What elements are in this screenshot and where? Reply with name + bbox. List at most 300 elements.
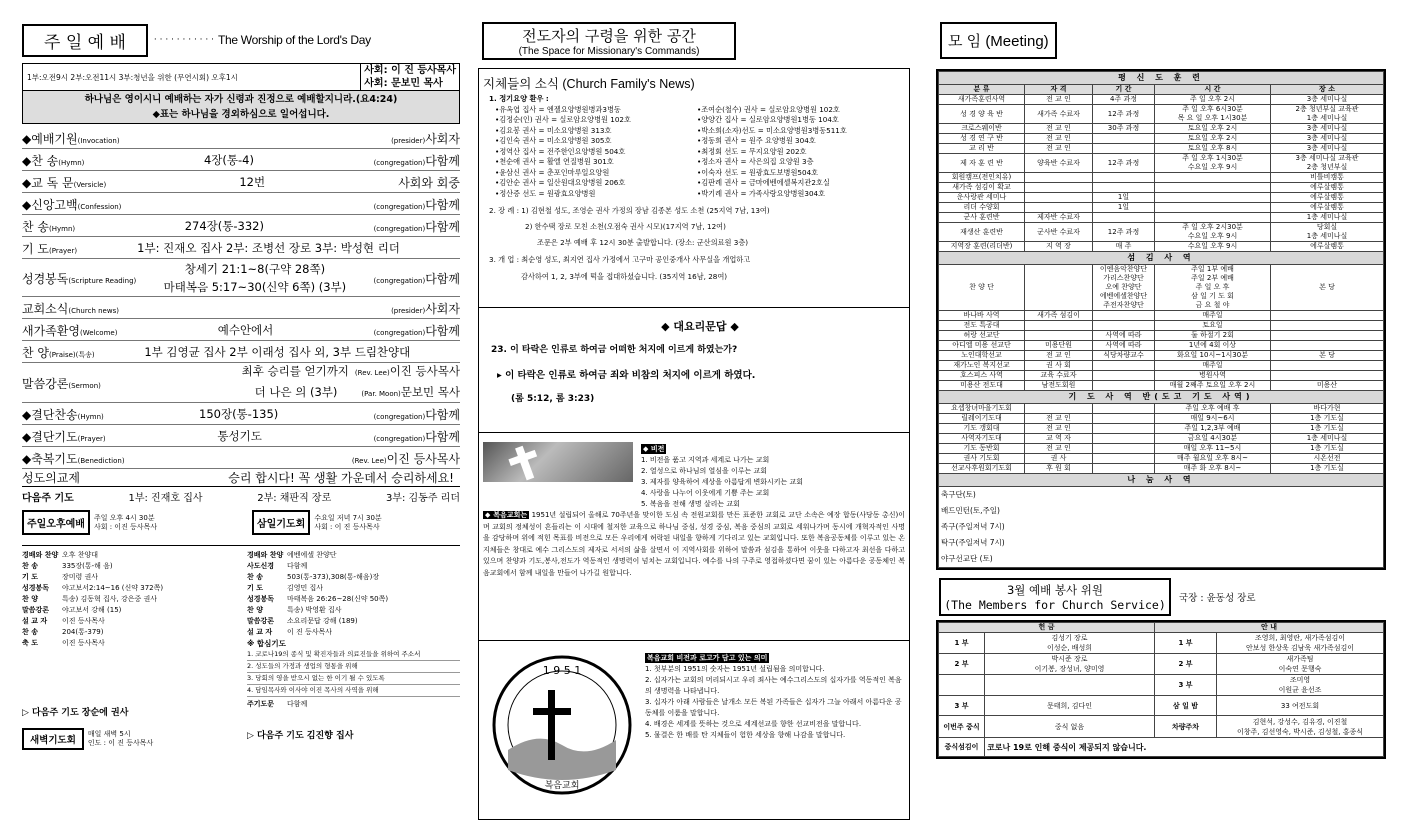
members-cell: 33 여전도회: [1217, 696, 1384, 716]
patient-row: [495, 178, 899, 189]
logo-meaning-list: [645, 664, 905, 741]
meeting-cell: 1층 기도실: [1271, 424, 1384, 434]
meeting-cell: 화요일 10시~1시30분: [1155, 351, 1271, 361]
meeting-cell: 사역에 따라: [1093, 331, 1155, 341]
patient-entry: •윤삼신 권사 = 춘포인마루일요양원: [495, 167, 610, 177]
patient-row: [495, 136, 899, 147]
order-item-leader: [374, 150, 460, 169]
vision-title: ◆ 비전: [643, 445, 665, 453]
patient-entry: •김판례 권사 = 금마에벤에셀복지관2호실: [697, 178, 830, 187]
meeting-cell: [1025, 265, 1093, 311]
meeting-cell: [1093, 321, 1155, 331]
meeting-cell: 주일 1부 예배 주일 2부 예배 주 일 오 후 삼 일 기 도 회 금 요 철 야: [1155, 265, 1271, 311]
order-row: [22, 403, 460, 425]
section-header: 평 신 도 훈 련: [939, 72, 1384, 85]
fellowship-text: 승리 합시다! 꼭 생활 가운데서 승리하세요!: [228, 471, 454, 485]
meeting-cell: [1093, 464, 1155, 474]
meeting-cell: 후 원 회: [1025, 464, 1093, 474]
order-item-content: 1부: 진재오 집사 2부: 조병선 장로 3부: 박성현 리더: [137, 240, 400, 255]
meeting-cell: 에루살렘통: [1271, 242, 1384, 252]
meeting-cell: [1093, 454, 1155, 464]
wednesday-host: 사회 : 이 진 등사목사: [314, 522, 380, 531]
patient-entry: •양양간 집사 = 실로암요양병원1병동 104호: [697, 115, 839, 124]
meeting-cell: 12주 과정: [1093, 154, 1155, 173]
meeting-cell: [1271, 331, 1384, 341]
service-row: [939, 361, 1384, 371]
order-row: [22, 215, 460, 237]
patient-row: [495, 126, 899, 137]
training-row: [939, 154, 1384, 173]
catechism-question: 23. 이 타락은 인류로 하여금 어떠한 처지에 이르게 하였는가?: [491, 345, 738, 355]
meeting-cell: 허랑 선교단: [939, 331, 1025, 341]
vision-item: 5. 복음을 전해 생명 살리는 교회: [641, 500, 740, 508]
section-header-row: [939, 474, 1384, 487]
mission-subtitle: (The Space for Missionary's Commands): [518, 46, 700, 57]
news-title: 지체들의 소식 (Church Family's News): [483, 77, 695, 91]
order-row: [22, 149, 460, 171]
cross-icon: [483, 442, 633, 482]
meeting-cell: 새가족 섬김이 확교: [939, 183, 1025, 193]
meeting-cell: 비틀비캠통: [1271, 173, 1384, 183]
order-item-content: 274장(통-332): [184, 218, 264, 233]
meeting-cell: 전 교 인: [1025, 144, 1093, 154]
service-order-label: 경배와 찬양: [22, 551, 59, 559]
order-item-leader: [374, 426, 460, 445]
meeting-cell: 기도 갱회대: [939, 424, 1025, 434]
meeting-cell: 노인대학선교: [939, 351, 1025, 361]
next-wednesday-prayer: ▷ 다음주 기도 김진향 집사: [247, 731, 354, 741]
meeting-cell: 매주 화 오후 8시~: [1155, 464, 1271, 474]
service-order-row: [22, 550, 237, 561]
order-item-who: 사회와 회중: [398, 176, 460, 190]
service-order-label: 성경봉독: [247, 595, 275, 603]
order-item-who: 사회자: [425, 302, 460, 316]
service-order-row: [22, 561, 237, 572]
sermon-title-1: 최후 승리를 얻기까지: [241, 363, 349, 378]
news-patients-label: 1. 정기요양 환우 :: [489, 94, 549, 103]
order-item-who: 다함께: [425, 220, 460, 234]
training-row: [939, 95, 1384, 105]
meeting-cell: 바나바 사역: [939, 311, 1025, 321]
worship-title: 주 일 예 배: [22, 24, 148, 57]
sermon-preacher-1: 이진 등사목사: [389, 363, 460, 378]
order-item: [22, 342, 95, 361]
reading-label: 성경봉독: [22, 272, 69, 286]
vision-item: 4. 사랑을 나누어 이웃에게 기쁨 주는 교회: [641, 489, 770, 497]
service-order-row: [22, 627, 237, 638]
service-order-value: 특송) 김동혁 집사, 강은중 권사: [62, 595, 158, 603]
patient-entry: •정산증 선도 = 원광효요양병원: [495, 188, 596, 198]
members-cell: 김성기 장로 이성순, 배성희: [985, 633, 1155, 654]
order-item-leader: [374, 216, 460, 235]
service-order-row: [247, 583, 460, 594]
patient-entry: •조여순(철수) 권사 = 실로암요양병원 102호: [697, 104, 840, 114]
order-item-leader: [352, 448, 460, 467]
meeting-cell: [1155, 173, 1271, 183]
meeting-cell: 양육반 수료자: [1025, 154, 1093, 173]
service-order-value: 장미령 권사: [62, 573, 99, 581]
members-header-row: [939, 623, 1384, 633]
meeting-cell: [1271, 311, 1384, 321]
service-order-label: 말씀강론: [22, 606, 50, 614]
order-item-role: (congregation): [373, 329, 426, 337]
lords-prayer-who: 다함께: [287, 700, 308, 708]
meeting-cell: 3층 세미나실: [1271, 134, 1384, 144]
order-item-content: 4장(통-4): [203, 152, 254, 167]
section-header: 나 눔 사 역: [939, 474, 1384, 487]
service-order-value: 야고보서 강해 (15): [62, 606, 122, 614]
meeting-cell: [1271, 341, 1384, 351]
news-opening-2: 감사하여 1, 2, 3부에 떡을 접대하셨습니다. (35지역 16남, 28여): [521, 272, 728, 281]
meeting-cell: 운사랑관 세미나: [939, 193, 1025, 203]
members-row: [939, 696, 1384, 716]
order-item-name-en: (Hymn): [77, 413, 104, 421]
training-row: [939, 213, 1384, 223]
meeting-cell: 전 교 인: [1025, 95, 1093, 105]
next-prayer-2: 2부: 채판직 장로: [257, 493, 332, 504]
meeting-cell: 3층 세미나실: [1271, 144, 1384, 154]
logo-meaning-item: 4. 배경은 세계를 뜻하는 것으로 세계선교를 향한 선교비전을 말합니다.: [645, 720, 862, 728]
meeting-cell: 리더 수양회: [939, 203, 1025, 213]
dawn-prayer-title: 새벽기도회: [22, 728, 84, 750]
sharing-row: [939, 487, 1384, 568]
prayer-row: [939, 424, 1384, 434]
meeting-cell: 주일 오후 예배 후: [1155, 404, 1271, 414]
afternoon-order: [22, 550, 237, 649]
meeting-cell: [1093, 444, 1155, 454]
members-cell: 차량주차: [1155, 716, 1217, 738]
service-order-row: [247, 594, 460, 605]
order-item-name-en: (Invocation): [77, 137, 120, 145]
meeting-cell: [1093, 134, 1155, 144]
afternoon-host: 사회 : 이진 등사목사: [93, 522, 158, 531]
meeting-cell: [1025, 183, 1093, 193]
members-cell: 새가족팀 이숙연 문행숙: [1217, 654, 1384, 675]
meeting-cell: 전 교 인: [1025, 414, 1093, 424]
service-row: [939, 371, 1384, 381]
service-order-value: 이진 등사목사: [62, 639, 105, 647]
members-header-cell: 헌 금: [939, 623, 1155, 633]
service-order-value: 마태복음 26:26~28(신약 50쪽): [287, 595, 389, 603]
order-item: [22, 298, 119, 317]
patient-entry: •정동희 권사 = 원주 요양병원 304호: [697, 136, 816, 145]
order-item-name-en: (Versicle): [73, 181, 107, 189]
afternoon-service-title: 주일오후예배: [22, 510, 90, 535]
order-item-content: 예수안에서: [217, 322, 274, 337]
title-dots: · · · · · · · · · · ·: [153, 35, 214, 45]
meeting-cell: 권 사 회: [1025, 361, 1093, 371]
members-subtitle: (The Members for Church Service): [944, 598, 1166, 612]
service-order-value: 503(통-373),308(통-해음)장: [287, 573, 380, 581]
logo-meaning-item: 1. 첫부분의 1951의 숫자는 1951년 설립됨을 의미합니다.: [645, 665, 825, 673]
meeting-header-cell: 시 간: [1155, 85, 1271, 95]
sermon-preacher-2: 문보민 목사: [400, 384, 460, 399]
reading-who: 다함께: [425, 272, 460, 286]
logo-meaning-title: 복음교회 비전과 로고가 담고 있는 의미: [647, 654, 768, 662]
patient-row: [495, 168, 899, 179]
meeting-cell: 교육 수료자: [1025, 371, 1093, 381]
meeting-cell: 아디엘 미용 선교단: [939, 341, 1025, 351]
meeting-cell: [1025, 173, 1093, 183]
order-item-name: ◆찬 송: [22, 154, 59, 168]
members-cell: [939, 675, 985, 696]
meeting-cell: 호스피스 사역: [939, 371, 1025, 381]
meeting-cell: 찬 양 단: [939, 265, 1025, 311]
meeting-cell: [1025, 331, 1093, 341]
patient-entry: •김요봉 권사 = 미소요양병원 313호: [495, 125, 612, 135]
meeting-cell: 주 일 오후 6시30분 목 요 일 오후 1시30분: [1155, 105, 1271, 124]
service-row: [939, 321, 1384, 331]
news-funeral-3: 조문은 2부 예배 후 12시 30분 출발합니다. (장소: 군산의료원 3층): [537, 238, 749, 247]
patient-entry: •천순애 권사 = 활엘 연질병원 301호: [495, 157, 614, 166]
order-item-name: 교회소식: [22, 302, 69, 316]
meeting-cell: 주 일 오후 1시30분 수요일 오후 9시: [1155, 154, 1271, 173]
order-item: [22, 448, 125, 467]
meeting-cell: 지 역 장: [1025, 242, 1093, 252]
training-row: [939, 134, 1384, 144]
order-item-content: 12번: [239, 174, 266, 189]
order-item-name-en: (Confession): [77, 203, 122, 211]
order-row: [22, 447, 460, 469]
worship-title-en: The Worship of the Lord's Day: [217, 33, 371, 47]
service-order-label: 설 교 자: [22, 617, 48, 625]
notice-label: 중식섬김이: [939, 738, 985, 757]
meeting-cell: 식당차량교수: [1093, 351, 1155, 361]
worship-verse: 하나님은 영이시니 예배하는 자가 신령과 진정으로 예배할지니라.(요4:24): [84, 94, 398, 105]
service-order-label: 말씀강론: [247, 617, 275, 625]
meeting-cell: 매일 오후 11~5시: [1155, 444, 1271, 454]
patient-entry: •최정회 선도 = 무지요양원 202호: [697, 146, 807, 156]
order-item-name-en: (Church news): [68, 307, 119, 315]
service-order-label: 찬 송: [247, 573, 263, 581]
vision-item: 3. 제자를 양육하여 세상을 아름답게 변화시키는 교회: [641, 478, 804, 486]
patient-entry: •정소자 권사 = 사은의집 요양원 3층: [697, 157, 814, 166]
meeting-cell: 주일 1,2,3부 예배: [1155, 424, 1271, 434]
meeting-cell: 12주 과정: [1093, 105, 1155, 124]
meeting-cell: [1025, 193, 1093, 203]
service-order-row: [247, 605, 460, 616]
meeting-cell: 금요일 4시30분: [1155, 434, 1271, 444]
meeting-header-cell: 자 격: [1025, 85, 1093, 95]
training-row: [939, 223, 1384, 242]
meeting-cell: 전 교 인: [1025, 444, 1093, 454]
service-order-value: 에벤에셀 찬양단: [287, 551, 337, 559]
order-item-role: (congregation): [373, 413, 426, 421]
vision-item: 1. 비전을 품고 지역과 세계로 나가는 교회: [641, 456, 770, 464]
service-order-row: [22, 572, 237, 583]
meeting-cell: 병원사역: [1155, 371, 1271, 381]
patient-row: [495, 147, 899, 158]
meeting-cell: 권 사: [1025, 454, 1093, 464]
prayer-row: [939, 404, 1384, 414]
next-prayer-3: 3부: 김동주 리더: [385, 493, 460, 504]
reading-old: 창세기 21:1~8(구약 28쪽): [184, 261, 326, 276]
joint-prayer-title: ※ 합심기도: [247, 639, 286, 648]
service-order-label: 기 도: [22, 573, 38, 581]
meeting-cell: [1025, 321, 1093, 331]
meeting-cell: 전 교 인: [1025, 424, 1093, 434]
service-order-label: 기 도: [247, 584, 263, 592]
order-item-name-en: (Prayer): [77, 435, 106, 443]
meeting-cell: [1093, 404, 1155, 414]
order-item-role: (congregation): [373, 203, 426, 211]
service-row: [939, 351, 1384, 361]
service-order-value: 야고보서2:14~16 (신약 372쪽): [62, 584, 164, 592]
order-item-name: ◆축복기도: [22, 452, 78, 466]
service-order-label: 찬 양: [22, 595, 38, 603]
service-order-row: [247, 561, 460, 572]
catechism-title: ◆ 대요리문답 ◆: [661, 320, 739, 333]
section-header: 섬 김 사 역: [939, 252, 1384, 265]
meeting-cell: 재생산 훈련반: [939, 223, 1025, 242]
order-item-name: 찬 송: [22, 220, 49, 234]
prayer-row: [939, 414, 1384, 424]
patient-entry: •이숙자 선도 = 원광효도보병원504호: [697, 167, 819, 177]
meeting-cell: 1년에 4회 이상: [1155, 341, 1271, 351]
training-row: [939, 183, 1384, 193]
section-header: 기 도 사 역 반(도고 기도 사역): [939, 391, 1384, 404]
standing-note: ◆표는 하나님을 경외하심으로 일어섭니다.: [152, 109, 330, 120]
sermon-title-2: 더 나은 의 (3부): [254, 384, 338, 399]
fellowship-label: 성도의교제: [22, 471, 80, 485]
prayer-row: [939, 434, 1384, 444]
service-order-row: [22, 616, 237, 627]
training-row: [939, 193, 1384, 203]
patient-entry: •박기례 권사 = 가족사랑요양병원304호: [697, 188, 826, 198]
meeting-cell: 전 교 인: [1025, 134, 1093, 144]
service-order-label: 찬 송: [22, 562, 38, 570]
service-order-value: 오후 찬양대: [62, 551, 99, 559]
members-cell: 이번주 중식: [939, 716, 985, 738]
order-item-name-en: (Hymn): [58, 159, 85, 167]
service-order-label: 축 도: [22, 639, 38, 647]
meeting-cell: 요셉창녀마을기도회: [939, 404, 1025, 414]
sermon-role-2: (Par. Moon): [361, 389, 401, 398]
order-item-role: (congregation): [373, 435, 426, 443]
lords-prayer-label: 주기도문: [247, 700, 275, 708]
training-row: [939, 144, 1384, 154]
meeting-cell: 성 경 연 구 반: [939, 134, 1025, 144]
sharing-text: 축구단(토) 배드민턴(토,주일) 족구(주일저녁 7시) 탁구(주일저녁 7시) 야구선교단 (토): [939, 487, 1384, 568]
members-header-cell: 안 내: [1155, 623, 1384, 633]
meeting-cell: 새가족 수료자: [1025, 105, 1093, 124]
section-header-row: [939, 252, 1384, 265]
order-item-who: 다함께: [425, 430, 460, 444]
meeting-header-cell: 기 간: [1093, 85, 1155, 95]
order-row: [22, 319, 460, 341]
service-order-value: 335장(통-해 음): [62, 562, 113, 570]
service-order-label: 설 교 자: [247, 628, 273, 636]
order-item: [22, 194, 121, 213]
order-item-role: (congregation): [373, 159, 426, 167]
meeting-header-cell: 장 소: [1271, 85, 1384, 95]
service-order-row: [22, 594, 237, 605]
order-row: [22, 297, 460, 319]
meeting-cell: 교 리 반: [939, 144, 1025, 154]
sermon-label-en: (Sermon): [68, 382, 101, 390]
meeting-cell: 기도 동반회: [939, 444, 1025, 454]
meeting-cell: [1025, 203, 1093, 213]
meeting-cell: 전 교 인: [1025, 351, 1093, 361]
training-row: [939, 203, 1384, 213]
meeting-cell: 군사반 수료자: [1025, 223, 1093, 242]
joint-prayer-item: 3. 당회의 영을 받으시 없는 한 이기 될 수 있도록: [247, 673, 460, 685]
mission-title: 전도자의 구령을 위한 공간: [522, 27, 696, 45]
logo-meaning-item: 3. 십자가 아래 사람들은 날개소 모든 복된 가족들은 십자가 그늘 아래서 아름다운 공동체를 이룸을 말합니다.: [645, 698, 902, 717]
members-cell: 조영희, 최영란, 새가족섬김이 안보성 한상욱 김남욱 새가족섬김이: [1217, 633, 1384, 654]
intro-text: 1951년 설립되어 올해로 70주년을 맞이한 도심 속 전원교회를 만든 표준한 교회로 교단 소속은 예장 합동(사당동 총신)이며 교회의 정체성이 흔들리는 이 시대에 철저한 교육으로 하나님 중심, 성경 중심, 복음 중심의 교회로 세워나가며 동시에 개혁자적인 사명을 감당하며 위에 적힌 목표를 비전으로 모든 우리에게 허락된 내일을 향하게 기다리고 있는 교회입니다. 또한 복음공동체를 이루고 있는 온 지체들은 창대로 예수 그리스도의 제자로 서서의 삶을 살면서 이 지역사회를 위하여 말씀과 섬김을 통하여 이웃을 다하고자 최선을 다하고 있으며 찬양과 기도,봉사,전도가 역동적인 생명력이 넘치는 교회입니다. 예수를 나의 구주로 영접하셨다면 꿈이 있는 아름다운 공동체인 복음교회에서 함께 내일을 만들어 나가길 원합니다.: [483, 511, 905, 577]
meeting-cell: 토요일 오후 8시: [1155, 144, 1271, 154]
service-row: [939, 331, 1384, 341]
members-cell: 박시준 장로 이기봉, 장성녀, 양미영: [985, 654, 1155, 675]
service-order-value: 다함께: [287, 562, 308, 570]
order-item-leader: [374, 194, 460, 213]
order-row: [22, 193, 460, 215]
order-item-leader: [374, 320, 460, 339]
meeting-cell: 에루살렘통: [1271, 203, 1384, 213]
order-item-name: ◆교 독 문: [22, 176, 74, 190]
meeting-cell: [1093, 311, 1155, 321]
meeting-cell: 주 일 오후 2시30분 수요일 오후 9시: [1155, 223, 1271, 242]
meeting-cell: 토요일: [1155, 321, 1271, 331]
meeting-cell: 매주일: [1155, 361, 1271, 371]
service-order-label: 사도신경: [247, 562, 275, 570]
service-order-row: [247, 627, 460, 638]
order-item-name-en: (Praise)(특송): [49, 351, 95, 359]
service-times: 1부:오전9시 2부:오전11시 3부:청년을 위한 (무연시회) 오후1시: [27, 72, 238, 82]
order-item-who: 다함께: [425, 154, 460, 168]
wednesday-service-title: 삼일기도회: [252, 510, 310, 535]
order-row: [22, 127, 460, 149]
patients-list: [489, 105, 899, 200]
patient-entry: •정역산 집사 = 전주한인요양병원 504호: [495, 146, 626, 156]
service-order-row: [22, 583, 237, 594]
service-order-value: 이진 등사목사: [62, 617, 105, 625]
meeting-cell: 1일: [1093, 193, 1155, 203]
meeting-cell: [1093, 424, 1155, 434]
service-order-value: 김영민 집사: [287, 584, 324, 592]
meeting-cell: 회원캠프(전인치유): [939, 173, 1025, 183]
patient-entry: •김안순 권사 = 일산원대요양병원 206호: [495, 178, 626, 187]
meeting-cell: 제자반 수료자: [1025, 213, 1093, 223]
order-item-name: 기 도: [22, 242, 49, 256]
order-item: [22, 426, 106, 445]
meeting-cell: [1093, 213, 1155, 223]
prayer-row: [939, 454, 1384, 464]
service-order-row: [247, 550, 460, 561]
training-row: [939, 105, 1384, 124]
order-item: [22, 128, 120, 147]
members-cell: 문태희, 김다인: [985, 696, 1155, 716]
order-item-name-en: (Hymn): [49, 225, 76, 233]
service-order-value: 이 진 등사목사: [287, 628, 333, 636]
members-title: 3월 예배 봉사 위원: [1006, 583, 1104, 597]
order-item-role: (Rev. Lee): [351, 457, 387, 465]
order-item-content: 1부 김영균 집사 2부 이래성 집사 외, 3부 드림찬양대: [144, 344, 411, 359]
meeting-cell: 매월 2째주 토요일 오후 2시: [1155, 381, 1271, 391]
meeting-cell: 교 역 자: [1025, 434, 1093, 444]
meeting-cell: 1층 기도실: [1271, 464, 1384, 474]
service-order-label: 성경봉독: [22, 584, 50, 592]
meeting-cell: 2층 청년부실 교육관 1층 세미나실: [1271, 105, 1384, 124]
service-order-row: [22, 605, 237, 616]
section-header-row: [939, 72, 1384, 85]
members-table: [938, 622, 1384, 757]
next-afternoon-prayer: ▷ 다음주 기도 장순에 권사: [22, 708, 129, 718]
logo-year: 1 9 5 1: [542, 663, 582, 677]
members-cell: 3 부: [1155, 675, 1217, 696]
meeting-cell: 미용산 전도대: [939, 381, 1025, 391]
